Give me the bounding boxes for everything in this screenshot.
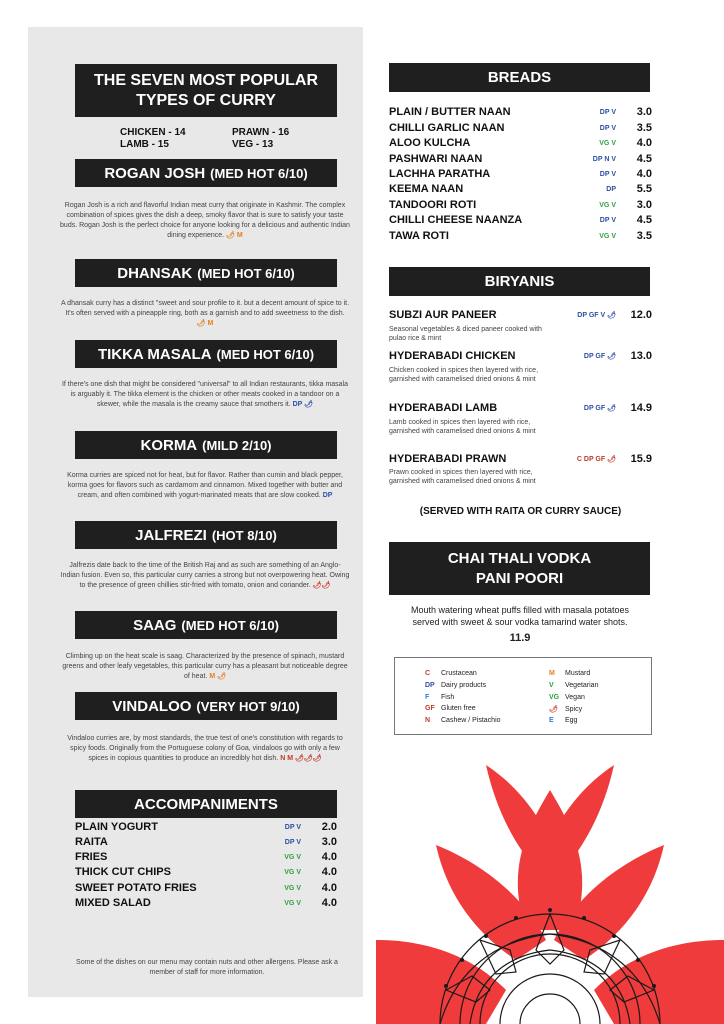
legend-item: [425, 705, 476, 712]
item-price: 4.5: [636, 153, 652, 165]
item-name: THICK CUT CHIPS: [75, 866, 171, 878]
item-tags: DP GF V 🌶: [577, 312, 616, 319]
legend-item: [425, 682, 486, 689]
legend-code: F: [425, 694, 430, 701]
item-tags: VG V: [599, 201, 616, 209]
curry-desc-saag: [60, 652, 350, 682]
legend-label: Gluten free: [441, 705, 476, 712]
legend-code: C: [425, 670, 431, 677]
mandala-flower-decoration: [376, 750, 724, 1024]
item-tags: DP GF 🌶: [583, 353, 616, 360]
item-name: ALOO KULCHA: [389, 137, 471, 149]
item-tags: VG V: [284, 853, 301, 861]
legend-code: E: [549, 717, 554, 724]
item-name: PLAIN YOGURT: [75, 821, 158, 833]
item-price: 3.0: [636, 106, 652, 118]
curry-title-dhansak: [75, 259, 337, 287]
legend-item: [549, 705, 582, 713]
biryani-item: [389, 402, 652, 414]
legend-item: [425, 670, 477, 677]
chai-desc: [385, 604, 655, 628]
legend-code: DP: [425, 682, 435, 689]
item-name: PASHWARI NAAN: [389, 153, 483, 165]
popular-title-bar: [75, 64, 337, 117]
legend-item: [549, 682, 598, 689]
item-price: 2.0: [321, 821, 337, 833]
legend-item: [549, 670, 590, 677]
legend-code: GF: [425, 705, 435, 712]
curry-desc-rogan-josh: [60, 201, 350, 241]
item-price: 4.0: [636, 137, 652, 149]
biryani-item: [389, 350, 652, 362]
item-tags: DP V: [284, 838, 301, 846]
item-name: MIXED SALAD: [75, 897, 151, 909]
item-name: TAWA ROTI: [389, 230, 449, 242]
menu-item: [389, 168, 652, 180]
item-price: 3.0: [636, 199, 652, 211]
item-name: FRIES: [75, 851, 108, 863]
biryani-serving-note: (SERVED WITH RAITA OR CURRY SAUCE): [419, 506, 622, 517]
chai-title-line2: PANI POORI: [475, 569, 564, 587]
legend-item: [549, 694, 585, 701]
item-price: 3.0: [321, 836, 337, 848]
biryanis-title-bar: [389, 267, 650, 296]
legend-label: Vegan: [565, 694, 585, 701]
legend-label: Mustard: [565, 670, 591, 677]
curry-desc-jalfrezi: [60, 561, 350, 591]
breads-title-bar: [389, 63, 650, 92]
item-price: 4.0: [321, 897, 337, 909]
biryani-item: [389, 453, 652, 465]
legend-label: Cashew / Pistachio: [441, 717, 501, 724]
curry-desc-text: Rogan Josh is a rich and flavorful Indian meat curry that originate in Kashmir. The complex combination of spices gives the dish a deep, smoky flavor that is sure to satisfy your taste buds. Rogan Josh is the perfect choice for anyone looking for a delicious and authentic Indian dining experience.: [60, 202, 350, 239]
legend-code: V: [549, 682, 554, 689]
curry-tags: N M 🌶🌶🌶: [280, 755, 322, 762]
menu-item: [389, 122, 652, 134]
curry-heat: (MED HOT 6/10): [216, 346, 315, 362]
accompaniments-title: ACCOMPANIMENTS: [134, 795, 278, 813]
legend-label: Fish: [441, 694, 455, 701]
legend-code: 🌶: [549, 706, 558, 713]
item-name: HYDERABADI CHICKEN: [389, 350, 516, 362]
curry-name: SAAG: [133, 616, 177, 634]
item-price: 4.0: [321, 851, 337, 863]
chai-desc-line1: Mouth watering wheat puffs filled with masala potatoes: [411, 605, 629, 615]
curry-title-korma: [75, 431, 337, 459]
menu-item: [75, 897, 337, 909]
chai-title-bar: [389, 542, 650, 595]
biryanis-title: BIRYANIS: [484, 273, 555, 290]
menu-item: [389, 199, 652, 211]
menu-item: [75, 821, 337, 833]
legend-item: [549, 717, 577, 724]
legend-label: Egg: [565, 717, 578, 724]
menu-item: [75, 866, 337, 878]
count-chicken: CHICKEN - 14: [120, 127, 186, 138]
curry-tags: 🌶 M: [196, 320, 214, 327]
curry-title-jalfrezi: [75, 521, 337, 549]
item-price: 14.9: [630, 402, 652, 414]
item-tags: DP V: [599, 108, 616, 116]
item-name: LACHHA PARATHA: [389, 168, 491, 180]
curry-desc-text: Korma curries are spiced not for heat, but for flavor. Rather than cumin and black pepper, korma goes for flavors such as cardamom and cinnamon. Mixed together with butter and cream, and often combined with yogurt-marinated meats that are slow cooked.: [67, 472, 343, 499]
curry-title-rogan-josh: [75, 159, 337, 187]
legend-label: Spicy: [565, 706, 583, 713]
curry-tags: DP: [322, 492, 333, 499]
curry-name: KORMA: [140, 436, 198, 454]
item-tags: DP V: [599, 216, 616, 224]
curry-title-vindaloo: [75, 692, 337, 720]
curry-name: TIKKA MASALA: [97, 345, 212, 363]
curry-desc-dhansak: [60, 299, 350, 329]
biryani-desc: Chicken cooked in spices then layered with rice, garnished with caramelised dried onions & mint: [389, 367, 539, 383]
menu-item: [75, 851, 337, 863]
curry-desc-korma: [60, 471, 350, 501]
item-price: 15.9: [630, 453, 652, 465]
item-price: 3.5: [636, 230, 652, 242]
curry-desc-text: Jalfrezis date back to the time of the British Raj and as such are something of an Anglo-Indian fusion. Even so, this particular curry carries a strong but not overpowering heat. Owing to the presence of green chillies stir-fried with tomato, onion and coriander.: [60, 562, 350, 589]
item-tags: DP V: [599, 170, 616, 178]
curry-heat: (MED HOT 6/10): [181, 617, 279, 633]
biryani-desc: Seasonal vegetables & diced paneer cooked with pulao rice & mint: [389, 326, 542, 342]
curry-desc-text: Vindaloo curries are, by most standards, the true test of one's constitution with regards to spicy foods. Originally from the Portuguese colony of Goa, vindaloos go with only a few spices in copious quantities to produce an incredibly hot dish.: [67, 735, 343, 762]
legend-code: N: [425, 717, 431, 724]
item-name: HYDERABADI LAMB: [389, 402, 498, 414]
legend-item: [425, 694, 454, 701]
curry-name: VINDALOO: [112, 697, 192, 715]
menu-item: [389, 106, 652, 118]
curry-tags: M 🌶: [209, 673, 226, 680]
item-tags: VG V: [284, 884, 301, 892]
biryani-item: [389, 309, 652, 321]
menu-item: [75, 882, 337, 894]
item-name: KEEMA NAAN: [389, 183, 464, 195]
item-price: 13.0: [630, 350, 652, 362]
menu-item: [389, 214, 652, 226]
count-prawn: PRAWN - 16: [232, 127, 290, 138]
curry-tags: DP 🌶: [292, 401, 314, 408]
curry-desc-tikka-masala: [60, 380, 350, 410]
curry-desc-text: Climbing up on the heat scale is saag. Characterized by the presence of spinach, mustard greens and other leafy vegetables, this particular curry has a pleasant but noticeable degree of heat.: [62, 653, 348, 680]
item-name: SUBZI AUR PANEER: [389, 309, 497, 321]
legend-item: [425, 717, 501, 724]
item-tags: DP: [606, 185, 616, 193]
biryani-desc: Prawn cooked in spices then layered with rice, garnished with caramelised dried onions & mint: [389, 469, 536, 485]
chai-title-line1: CHAI THALI VODKA: [447, 549, 592, 567]
item-price: 4.5: [636, 214, 652, 226]
curry-title-tikka-masala: [75, 340, 337, 368]
item-price: 3.5: [636, 122, 652, 134]
curry-heat: (MED HOT 6/10): [210, 165, 308, 181]
chai-price: 11.9: [509, 632, 531, 644]
item-name: RAITA: [75, 836, 108, 848]
curry-name: DHANSAK: [117, 264, 193, 282]
chai-desc-line2: served with sweet & sour vodka tamarind water shots.: [412, 617, 628, 627]
item-tags: VG V: [599, 232, 616, 240]
curry-tags: 🌶🌶: [312, 582, 331, 589]
curry-desc-text: A dhansak curry has a distinct "sweet and sour profile to it. but a decent amount of spice to it. It's often served with a pineapple ring, both as a garnish and to add sweetness to the dish.: [60, 300, 350, 317]
curry-desc-text: If there's one dish that might be considered "universal" to all Indian restaurants, tikka masala is arguably it. The tikka element is the chicken or other meats cooked in a tandoor on a skewer, while the masala is the creamy sauce that smothers it.: [61, 381, 349, 408]
item-price: 4.0: [321, 866, 337, 878]
count-veg: VEG - 13: [232, 139, 274, 150]
item-name: CHILLI GARLIC NAAN: [389, 122, 505, 134]
popular-title-line2: TYPES OF CURRY: [136, 91, 276, 109]
item-tags: VG V: [284, 868, 301, 876]
curry-name: ROGAN JOSH: [104, 164, 206, 182]
allergen-footer-note: Some of the dishes on our menu may contain nuts and other allergens. Please ask a member of staff for more information.: [76, 959, 338, 976]
item-tags: DP V: [599, 124, 616, 132]
item-name: TANDOORI ROTI: [389, 199, 477, 211]
biryani-desc: Lamb cooked in spices then layered with rice, garnished with caramelised dried onions & mint: [389, 419, 536, 435]
curry-name: JALFREZI: [135, 526, 207, 544]
menu-item: [75, 836, 337, 848]
item-price: 4.0: [321, 882, 337, 894]
legend-code: VG: [549, 694, 560, 701]
accompaniments-title-bar: [75, 790, 337, 818]
curry-title-saag: [75, 611, 337, 639]
curry-desc-vindaloo: [60, 734, 350, 764]
curry-heat: (HOT 8/10): [211, 527, 277, 543]
legend-code: M: [549, 670, 555, 677]
curry-heat: (MILD 2/10): [202, 437, 272, 453]
menu-item: [389, 153, 652, 165]
item-tags: VG V: [284, 899, 301, 907]
popular-title-line1: THE SEVEN MOST POPULAR: [93, 71, 319, 89]
menu-item: [389, 183, 652, 195]
item-name: CHILLI CHEESE NAANZA: [389, 214, 523, 226]
item-tags: DP N V: [592, 155, 616, 163]
legend-label: Crustacean: [441, 670, 477, 677]
breads-title: BREADS: [487, 69, 552, 86]
item-name: HYDERABADI PRAWN: [389, 453, 507, 465]
item-name: PLAIN / BUTTER NAAN: [389, 106, 511, 118]
item-tags: VG V: [599, 139, 616, 147]
item-price: 4.0: [636, 168, 652, 180]
item-price: 12.0: [630, 309, 652, 321]
count-lamb: LAMB - 15: [120, 139, 169, 150]
legend-label: Vegetarian: [565, 682, 599, 689]
item-tags: DP GF 🌶: [583, 405, 616, 412]
menu-item: [389, 230, 652, 242]
legend-label: Dairy products: [441, 682, 487, 689]
menu-item: [389, 137, 652, 149]
allergen-legend: [394, 657, 652, 735]
curry-heat: (VERY HOT 9/10): [196, 698, 300, 714]
item-tags: C DP GF 🌶: [576, 456, 616, 463]
item-name: SWEET POTATO FRIES: [75, 882, 197, 894]
curry-heat: (MED HOT 6/10): [197, 265, 295, 281]
curry-tags: 🌶 M: [226, 232, 243, 239]
item-price: 5.5: [636, 183, 652, 195]
item-tags: DP V: [284, 823, 301, 831]
